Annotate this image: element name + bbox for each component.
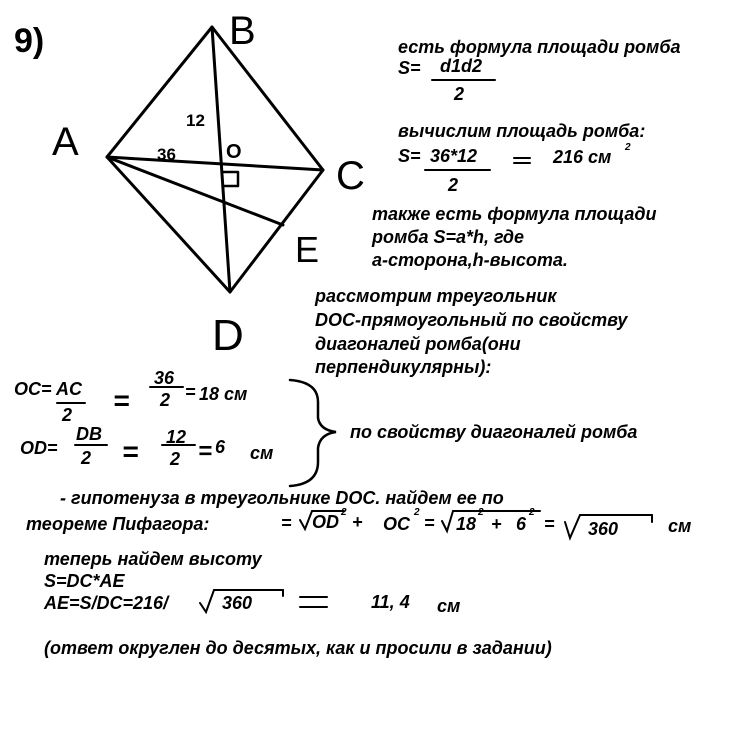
curly-brace xyxy=(290,380,336,486)
height-ae-expression: AE=S/DC=216/ xyxy=(44,593,169,613)
area-calc-result-exponent: 2 xyxy=(625,142,631,153)
hyp-root-value: 360 xyxy=(588,519,619,539)
vertex-a-label: A xyxy=(52,120,79,164)
hyp-od: OD xyxy=(312,512,339,532)
oc-result: 18 см xyxy=(199,384,248,404)
height-unit: см xyxy=(437,596,461,616)
height-result: 11, 4 xyxy=(371,592,410,612)
od-unit: см xyxy=(250,443,274,463)
area-formula-numerator: d1d2 xyxy=(440,56,483,76)
oc-value-den: 2 xyxy=(160,390,171,410)
hyp-eq3: = xyxy=(544,514,555,534)
area-calc-denominator: 2 xyxy=(448,175,459,195)
oc-denominator: 2 xyxy=(62,405,73,425)
oc-equals2: = xyxy=(185,382,196,402)
hyp-sq3: 2 xyxy=(478,507,484,518)
height-formula-line3: a-сторона,h-высота. xyxy=(372,250,568,270)
od-value-den: 2 xyxy=(170,449,181,469)
triangle-line3: диагоналей ромба(они xyxy=(315,334,521,354)
od-numerator: DB xyxy=(76,424,102,444)
height-formula: S=DC*AE xyxy=(44,571,125,591)
oc-label: OC= xyxy=(14,379,52,399)
od-label: OD= xyxy=(20,438,58,458)
area-formula-heading: есть формула площади ромба xyxy=(398,37,681,57)
rounding-note: (ответ округлен до десятых, как и просили в задании) xyxy=(44,638,552,658)
segment-ob-label: 12 xyxy=(186,111,205,130)
hypotenuse-line2: теореме Пифагора: xyxy=(26,514,210,534)
height-heading: теперь найдем высоту xyxy=(44,549,262,569)
oc-equals1: = xyxy=(113,385,130,416)
hyp-unit: см xyxy=(668,516,692,536)
triangle-line2: DOC-прямоугольный по свойству xyxy=(315,310,628,330)
vertex-b-label: B xyxy=(229,9,256,53)
right-angle-mark xyxy=(222,172,238,186)
area-calc-result: 216 см xyxy=(553,147,612,167)
triangle-line4: перпендикулярны): xyxy=(315,357,492,377)
height-formula-line2: ромба S=a*h, где xyxy=(372,227,525,247)
hyp-eq2: = xyxy=(424,513,435,533)
problem-number: 9) xyxy=(14,22,45,60)
area-calc-s: S= xyxy=(398,146,421,166)
vertex-c-label: C xyxy=(336,154,365,198)
hyp-eq1: = xyxy=(281,513,292,533)
hyp-sq4: 2 xyxy=(529,507,535,518)
hyp-sq1: 2 xyxy=(341,507,347,518)
height-root-value: 360 xyxy=(222,593,253,613)
hyp-oc: OC xyxy=(383,514,410,534)
od-equals2: = xyxy=(198,438,213,465)
area-calc-numerator: 36*12 xyxy=(430,146,478,166)
triangle-line1: рассмотрим треугольник xyxy=(315,286,557,306)
od-value-num: 12 xyxy=(166,427,187,447)
brace-note: по свойству диагоналей ромба xyxy=(350,422,638,442)
od-denominator: 2 xyxy=(81,448,92,468)
hyp-18: 18 xyxy=(456,514,477,534)
center-o-label: O xyxy=(226,141,242,163)
vertex-d-label: D xyxy=(212,311,244,360)
area-calc-heading: вычислим площадь ромба: xyxy=(398,121,646,141)
hyp-plus2: + xyxy=(491,514,502,534)
segment-ao-label: 36 xyxy=(157,145,176,164)
area-formula-denominator: 2 xyxy=(454,84,465,104)
hypotenuse-line1: - гипотенуза в треугольнике DOC. найдем ее по xyxy=(60,488,504,508)
hyp-6: 6 xyxy=(516,514,527,534)
hyp-sq2: 2 xyxy=(414,507,420,518)
oc-value-num: 36 xyxy=(154,368,175,388)
area-formula-s: S= xyxy=(398,58,421,78)
oc-numerator: AC xyxy=(56,379,82,399)
od-equals1: = xyxy=(122,436,139,467)
height-formula-line1: также есть формула площади xyxy=(372,204,657,224)
point-e-label: E xyxy=(295,229,320,270)
hyp-plus1: + xyxy=(352,512,363,532)
od-result: 6 xyxy=(215,437,226,457)
